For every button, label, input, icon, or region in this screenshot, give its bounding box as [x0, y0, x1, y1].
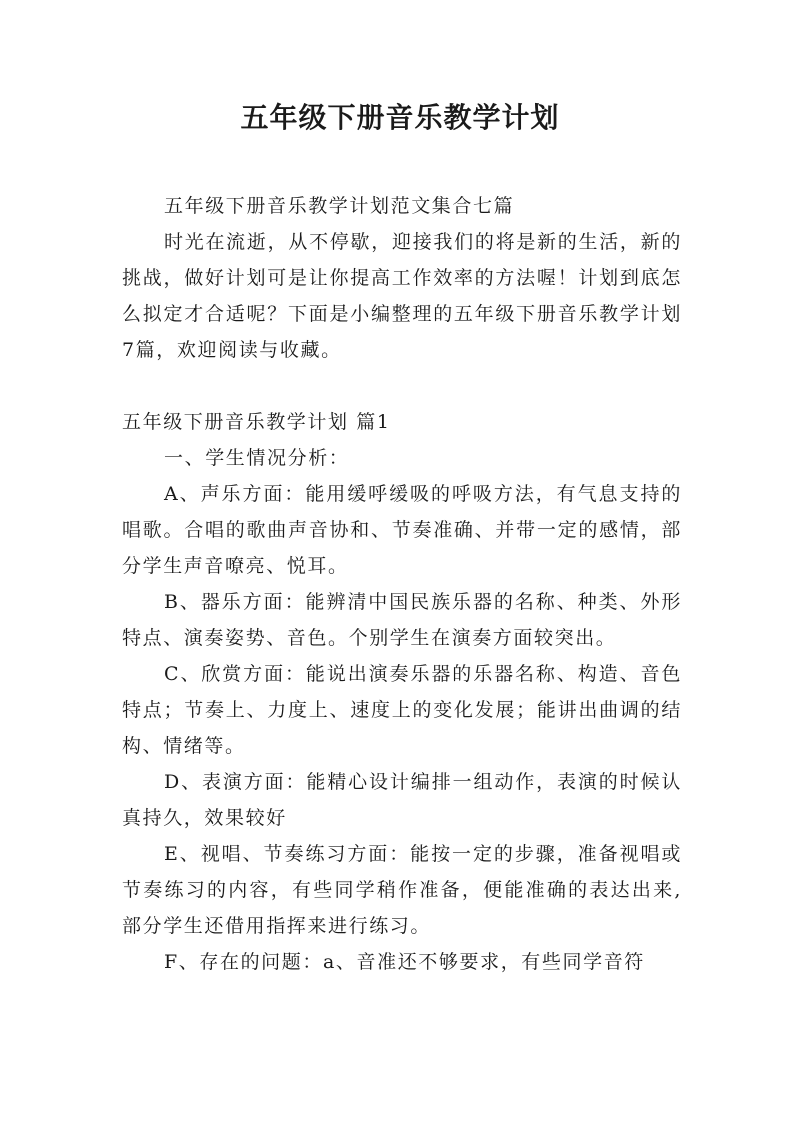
blank-line — [122, 368, 682, 404]
body-paragraph-c: C、欣赏方面：能说出演奏乐器的乐器名称、构造、音色特点；节奏上、力度上、速度上的变化发展；能讲出曲调的结构、情绪等。 — [122, 663, 682, 757]
body-paragraph-b: B、器乐方面：能辨清中国民族乐器的名称、种类、外形特点、演奏姿势、音色。个别学生在演奏方面较突出。 — [122, 591, 682, 649]
document-title: 五年级下册音乐教学计划 — [240, 101, 560, 134]
body-paragraph-a: A、声乐方面：能用缓呼缓吸的呼吸方法，有气息支持的唱歌。合唱的歌曲声音协和、节奏准确、并带一定的感情，部分学生声音嘹亮、悦耳。 — [122, 483, 682, 577]
body-paragraph-e: E、视唱、节奏练习方面：能按一定的步骤，准备视唱或节奏练习的内容，有些同学稍作准备，便能准确的表达出来,部分学生还借用指挥来进行练习。 — [122, 843, 682, 937]
body-paragraph-f: F、存在的问题：a、音准还不够要求，有些同学音符 — [164, 951, 645, 973]
section-heading: 五年级下册音乐教学计划 篇1 — [122, 411, 391, 433]
document-body — [122, 188, 682, 980]
body-paragraph-d: D、表演方面：能精心设计编排一组动作，表演的时候认真持久，效果较好 — [122, 771, 682, 829]
subsection-heading: 一、学生情况分析： — [164, 447, 350, 469]
intro-paragraph: 时光在流逝，从不停歇，迎接我们的将是新的生活，新的挑战，做好计划可是让你提高工作效率的方法喔！计划到底怎么拟定才合适呢？下面是小编整理的五年级下册音乐教学计划7篇，欢迎阅读与收藏。 — [122, 231, 682, 361]
subtitle-paragraph: 五年级下册音乐教学计划范文集合七篇 — [164, 195, 515, 217]
